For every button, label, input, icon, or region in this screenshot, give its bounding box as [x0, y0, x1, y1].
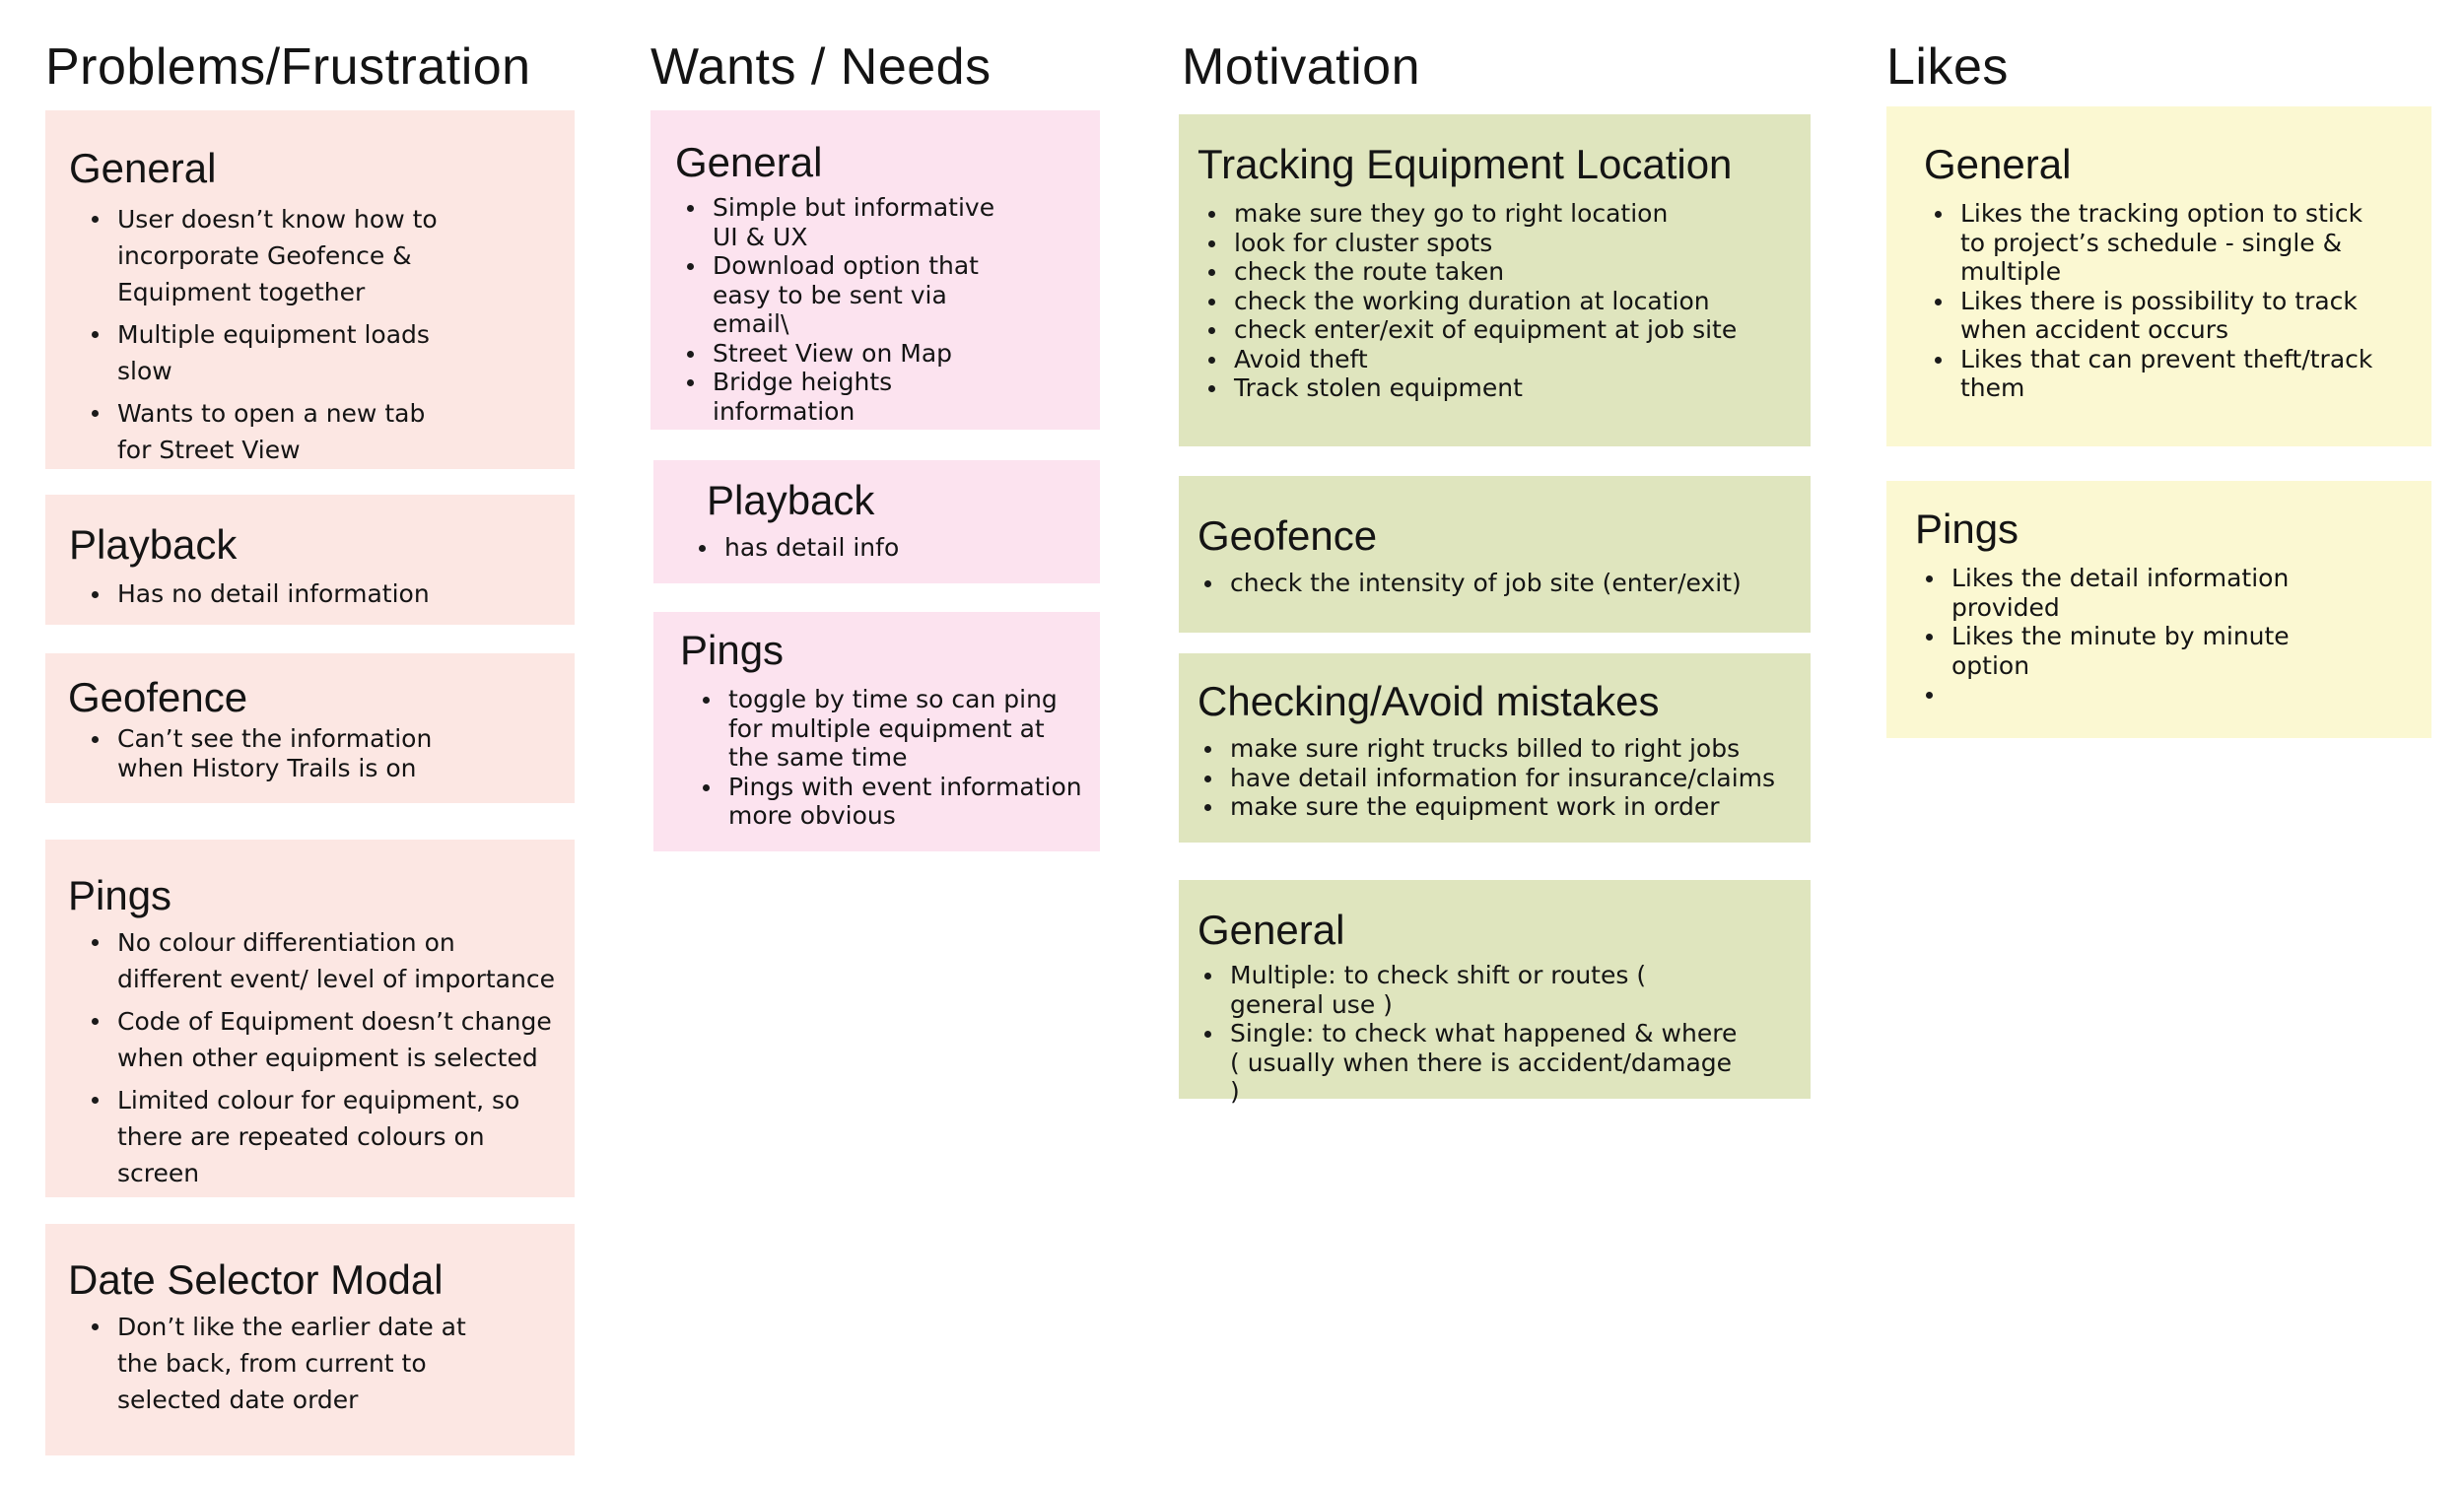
- list-item: Street View on Map: [676, 339, 1011, 369]
- card-heading: Date Selector Modal: [68, 1256, 444, 1303]
- card-list: [1198, 199, 1789, 403]
- sticky-wants-playback: [653, 460, 1100, 583]
- sticky-motivation-tracking: [1179, 114, 1811, 446]
- list-item: make sure the equipment work in order: [1194, 792, 1785, 822]
- list-item: User doesn’t know how to incorporate Geofence & Equipment together: [81, 201, 465, 310]
- card-list: [688, 533, 1082, 563]
- card-heading: Playback: [707, 477, 875, 523]
- list-item: has detail info: [688, 533, 1082, 563]
- sticky-likes-general: [1886, 106, 2431, 446]
- list-item: Likes the detail information provided: [1915, 564, 2349, 622]
- card-list: [1194, 734, 1785, 822]
- card-list: [81, 579, 554, 609]
- card-heading: Tracking Equipment Location: [1198, 141, 1733, 187]
- card-heading: Pings: [680, 627, 785, 673]
- card-list: [1194, 569, 1785, 598]
- sticky-problems-geofence: [45, 653, 575, 803]
- list-item: Code of Equipment doesn’t change when other equipment is selected: [81, 1003, 564, 1076]
- list-item: check enter/exit of equipment at job site: [1198, 315, 1789, 345]
- list-item: look for cluster spots: [1198, 229, 1789, 258]
- list-item: have detail information for insurance/claims: [1194, 764, 1785, 793]
- list-item: Has no detail information: [81, 579, 554, 609]
- list-item: toggle by time so can ping for multiple equipment at the same time: [692, 685, 1086, 773]
- list-item: Likes the tracking option to stick to project’s schedule - single & multiple: [1924, 199, 2387, 287]
- card-heading: General: [1198, 907, 1345, 953]
- list-item: No colour differentiation on different event/ level of importance: [81, 924, 564, 997]
- sticky-motivation-checking: [1179, 653, 1811, 843]
- card-heading: Playback: [69, 521, 238, 568]
- sticky-likes-pings: [1886, 481, 2431, 738]
- list-item: Can’t see the information when History Trails is on: [81, 724, 436, 782]
- list-item: Multiple equipment loads slow: [81, 316, 465, 389]
- list-item: Download option that easy to be sent via email\: [676, 251, 1011, 339]
- card-heading: Pings: [68, 872, 172, 918]
- list-item: [1915, 680, 2349, 710]
- list-item: Likes that can prevent theft/track them: [1924, 345, 2387, 403]
- sticky-wants-pings: [653, 612, 1100, 851]
- sticky-problems-general: [45, 110, 575, 469]
- column-title-problems: Problems/Frustration: [45, 38, 531, 96]
- card-heading: General: [1924, 141, 2072, 187]
- card-heading: General: [675, 139, 823, 185]
- list-item: make sure they go to right location: [1198, 199, 1789, 229]
- sticky-wants-general: [650, 110, 1100, 430]
- list-item: Likes the minute by minute option: [1915, 622, 2349, 680]
- card-heading: General: [69, 145, 217, 191]
- list-item: check the working duration at location: [1198, 287, 1789, 316]
- column-title-likes: Likes: [1886, 38, 2009, 96]
- card-list: [81, 724, 436, 782]
- column-title-motivation: Motivation: [1182, 38, 1420, 96]
- card-list: [81, 1309, 505, 1424]
- sticky-motivation-geofence: [1179, 476, 1811, 633]
- list-item: Likes there is possibility to track when accident occurs: [1924, 287, 2387, 345]
- sticky-motivation-general: [1179, 880, 1811, 1106]
- list-item: check the intensity of job site (enter/exit): [1194, 569, 1785, 598]
- list-item: check the route taken: [1198, 257, 1789, 287]
- card-heading: Geofence: [1198, 512, 1378, 559]
- list-item: make sure right trucks billed to right jobs: [1194, 734, 1785, 764]
- card-list: [81, 201, 465, 474]
- card-list: [676, 193, 1011, 426]
- list-item: Don’t like the earlier date at the back, from current to selected date order: [81, 1309, 505, 1418]
- card-heading: Checking/Avoid mistakes: [1198, 678, 1660, 724]
- list-item: Single: to check what happened & where ( usually when there is accident/damage ): [1194, 1019, 1745, 1107]
- list-item: Track stolen equipment: [1198, 373, 1789, 403]
- column-title-wants-needs: Wants / Needs: [650, 38, 992, 96]
- card-list: [692, 685, 1086, 831]
- sticky-problems-playback: [45, 495, 575, 625]
- list-item: Multiple: to check shift or routes ( general use ): [1194, 961, 1745, 1019]
- list-item: Simple but informative UI & UX: [676, 193, 1011, 251]
- card-list: [1194, 961, 1745, 1107]
- list-item: Bridge heights information: [676, 368, 1011, 426]
- sticky-problems-date-selector: [45, 1224, 575, 1455]
- card-heading: Pings: [1915, 506, 2019, 552]
- card-heading: Geofence: [68, 674, 248, 720]
- sticky-problems-pings: [45, 840, 575, 1197]
- card-list: [81, 924, 564, 1197]
- list-item: Avoid theft: [1198, 345, 1789, 374]
- card-list: [1915, 564, 2349, 710]
- list-item: Pings with event information more obvious: [692, 773, 1086, 831]
- card-list: [1924, 199, 2387, 403]
- list-item: Limited colour for equipment, so there are repeated colours on screen: [81, 1082, 564, 1191]
- list-item: Wants to open a new tab for Street View: [81, 395, 465, 468]
